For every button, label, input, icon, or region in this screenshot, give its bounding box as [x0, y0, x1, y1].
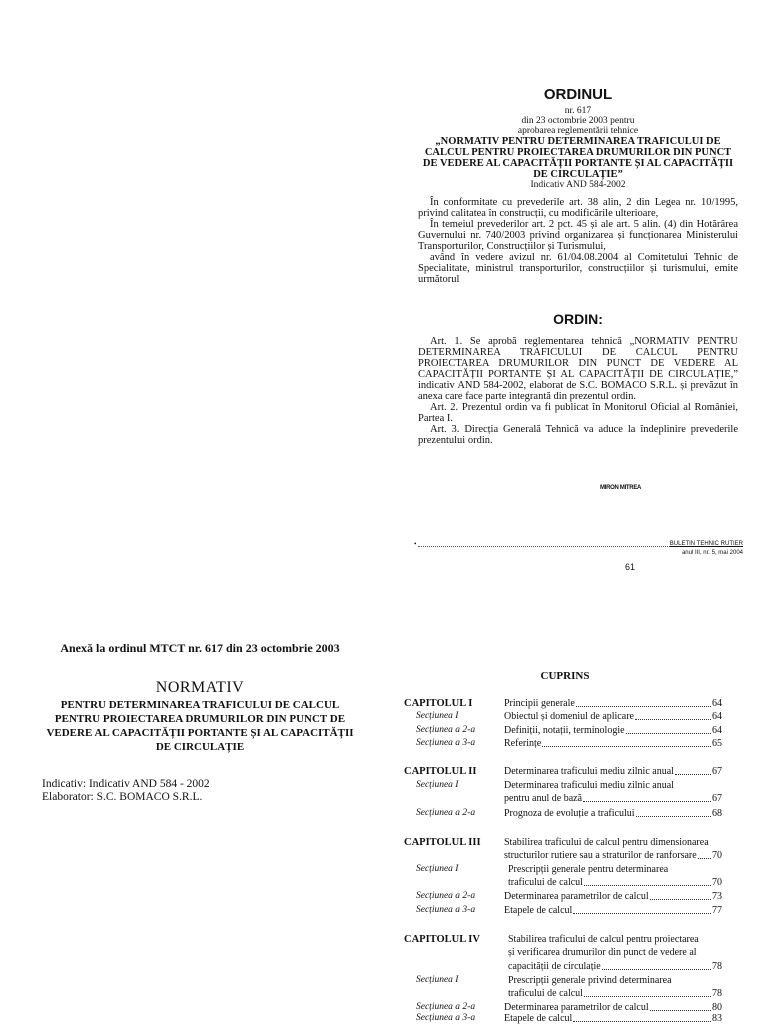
minister-signature: MIRON MITREA: [600, 485, 642, 491]
normativ-description: PENTRU DETERMINAREA TRAFICULUI DE CALCUL PENTRU PROIECTAREA DRUMURILOR DIN PUNCT DE VEDERE AL CAPACITĂȚII PORTANTE ȘI AL CAPACITĂȚII DE CIRCULAȚIE: [46, 699, 354, 753]
order-date-line: din 23 octombrie 2003 pentru: [521, 116, 635, 126]
toc-entry-title: Determinarea traficului mediu zilnic anual: [504, 766, 674, 777]
toc-entry-page: 64: [712, 725, 722, 736]
annex-title: Anexă la ordinul MTCT nr. 617 din 23 octombrie 2003: [60, 641, 340, 655]
article-paragraph: Art. 3. Direcția Generală Tehnică va aduce la îndeplinire prevederile prezentului ordin.: [418, 424, 738, 446]
toc-entry-title: Definiții, notații, terminologie: [504, 725, 625, 736]
toc-entry-page: 68: [712, 808, 722, 819]
toc-entry: [504, 1002, 722, 1013]
toc-entry: [504, 711, 722, 722]
annex-elaborator: Elaborator: S.C. BOMACO S.R.L.: [42, 791, 203, 803]
toc-entry-title: Prognoza de evoluție a traficului: [504, 808, 635, 819]
order-meta: [418, 106, 738, 190]
toc-entry-page: 64: [712, 711, 722, 722]
toc-entry: [504, 1013, 722, 1024]
toc-entry-title: traficului de calcul: [508, 988, 583, 999]
toc-section-label: Secțiunea a 3-a: [416, 1013, 476, 1023]
toc-entry-page: 80: [712, 1002, 722, 1013]
toc-entry-page: 78: [712, 988, 722, 999]
toc-entry: [504, 766, 722, 777]
toc-leader: [584, 885, 711, 886]
toc-entry-page: 83: [712, 1013, 722, 1024]
toc-entry-title: Determinarea traficului mediu zilnic anual: [504, 780, 674, 791]
order-normative-title: „NORMATIV PENTRU DETERMINAREA TRAFICULUI DE CALCUL PENTRU PROIECTAREA DRUMURILOR DIN PUNCT DE VEDERE AL CAPACITĂȚII PORTANTE ȘI AL CAPACITĂȚII DE CIRCULAȚIE”: [422, 136, 734, 180]
order-articles: [418, 336, 738, 446]
toc-entry: [504, 725, 722, 736]
toc-chapter-label: CAPITOLUL II: [404, 766, 477, 777]
order-approval-line: aprobarea reglementării tehnice: [517, 126, 639, 136]
toc-entry-page: 65: [712, 738, 722, 749]
toc-section-label: Secțiunea a 2-a: [416, 891, 476, 901]
toc-entry-title: Etapele de calcul: [504, 905, 573, 916]
toc-leader: [698, 858, 711, 859]
toc-section-label: Secțiunea a 3-a: [416, 738, 476, 748]
article-paragraph: Art. 2. Prezentul ordin va fi publicat în Monitorul Oficial al României, Partea I.: [418, 402, 738, 424]
toc-leader: [635, 719, 711, 720]
toc-entry-title: Determinarea parametrilor de calcul: [504, 1002, 649, 1013]
toc-entry-page: 67: [712, 766, 722, 777]
toc-chapter-label: CAPITOLUL III: [404, 837, 481, 848]
toc-entry-title: Prescripții generale privind determinarea: [508, 975, 672, 986]
toc-entry-page: 78: [712, 961, 722, 972]
toc-entry: [504, 905, 722, 916]
footer-mark: •: [414, 540, 417, 548]
order-preamble: [418, 197, 738, 285]
toc-section-label: Secțiunea a 2-a: [416, 725, 476, 735]
annex-indicativ: Indicativ: Indicativ AND 584 - 2002: [42, 778, 210, 790]
toc-entry-title: Determinarea parametrilor de calcul: [504, 891, 649, 902]
toc-entry-page: 77: [712, 905, 722, 916]
toc-leader: [602, 969, 711, 970]
toc-entry: [508, 961, 722, 972]
toc-section-label: Secțiunea a 2-a: [416, 808, 476, 818]
toc-entry-title: capacității de circulație: [508, 961, 601, 972]
toc-section-label: Secțiunea I: [416, 780, 459, 790]
toc-entry: [508, 877, 722, 888]
ordin-heading: ORDIN:: [553, 311, 603, 327]
toc-leader: [573, 1021, 711, 1022]
normativ-title: NORMATIV: [155, 679, 245, 696]
toc-entry-title: și verificarea drumurilor din punct de vedere al: [508, 947, 697, 958]
order-indicative: Indicativ AND 584-2002: [530, 180, 626, 190]
toc-entry-title: Stabilirea traficului de calcul pentru proiectarea: [508, 934, 699, 945]
toc-entry: [504, 891, 722, 902]
toc-entry-page: 70: [712, 850, 722, 861]
article-paragraph: Art. 1. Se aprobă reglementarea tehnică „NORMATIV PENTRU DETERMINAREA TRAFICULUI DE CALCUL PENTRU PROIECTAREA DRUMURILOR DIN PUNCT DE VEDERE AL CAPACITĂȚII PORTANTE ȘI AL CAPACITĂȚII DE CIRCULAȚIE,” indicativ AND 584-2002, elaborat de S.C. BOMACO S.R.L. și prevăzut în anexa care face parte integrantă din prezentul ordin.: [418, 336, 738, 402]
toc-entry-title: Referințe: [504, 738, 542, 749]
toc-entry-page: 70: [712, 877, 722, 888]
toc-entry-page: 67: [712, 793, 722, 804]
page-number: 61: [624, 562, 635, 572]
toc-leader: [584, 996, 711, 997]
toc-entry: [508, 988, 722, 999]
toc-leader: [636, 816, 711, 817]
toc-entry: [504, 808, 722, 819]
toc-chapter-label: CAPITOLUL IV: [404, 934, 480, 945]
toc-entry: [504, 793, 722, 804]
annex-meta: [42, 778, 210, 804]
toc-leader: [576, 706, 711, 707]
preamble-paragraph: În temeiul prevederilor art. 2 pct. 45 și ale art. 5 alin. (4) din Hotărârea Guvernului nr. 740/2003 privind organizarea și funcționarea Ministerului Transporturilor, Construcțiilor și Turismului,: [418, 219, 738, 252]
toc-entry-page: 73: [712, 891, 722, 902]
preamble-paragraph: având în vedere avizul nr. 61/04.08.2004 al Comitetului Tehnic de Specialitate, ministrul transporturilor, construcțiilor și turismului, emite următorul: [418, 252, 738, 285]
toc-leader: [626, 733, 711, 734]
toc-entry-title: pentru anul de bază: [504, 793, 583, 804]
toc-entry: [504, 850, 722, 861]
toc-leader: [675, 774, 711, 775]
toc-chapter-label: CAPITOLUL I: [404, 698, 473, 709]
toc-leader: [650, 899, 711, 900]
toc-entry-title: Principii generale: [504, 698, 575, 709]
toc-entry: [504, 698, 722, 709]
toc-entry-title: Prescripții generale pentru determinarea: [508, 864, 669, 875]
toc-section-label: Secțiunea I: [416, 864, 459, 874]
toc-leader: [650, 1010, 711, 1011]
order-title: ORDINUL: [543, 86, 613, 103]
toc-section-label: Secțiunea I: [416, 975, 459, 985]
toc-entry-title: Stabilirea traficului de calcul pentru dimensionarea: [504, 837, 709, 848]
toc-leader: [542, 746, 711, 747]
journal-issue: anul III, nr. 5, mai 2004: [681, 550, 743, 556]
toc-entry-title: Etapele de calcul: [504, 1013, 573, 1024]
toc-entry-title: Obiectul și domeniul de aplicare: [504, 711, 634, 722]
toc-leader: [573, 913, 711, 914]
contents-title: CUPRINS: [540, 670, 590, 682]
toc-section-label: Secțiunea a 3-a: [416, 905, 476, 915]
toc-leader: [583, 801, 711, 802]
preamble-paragraph: În conformitate cu prevederile art. 38 alin, 2 din Legea nr. 10/1995, privind calitatea în construcții, cu modificările ulterioare,: [418, 197, 738, 219]
toc-entry: [504, 738, 722, 749]
footer-journal: [600, 540, 743, 558]
toc-section-label: Secțiunea a 2-a: [416, 1002, 476, 1012]
journal-name: BULETIN TEHNIC RUTIER: [669, 541, 743, 547]
toc-entry-title: traficului de calcul: [508, 877, 583, 888]
order-number: nr. 617: [564, 106, 592, 116]
toc-entry-page: 64: [712, 698, 722, 709]
toc-section-label: Secțiunea I: [416, 711, 459, 721]
toc-entry-title: structurilor rutiere sau a straturilor de ranforsare: [504, 850, 697, 861]
